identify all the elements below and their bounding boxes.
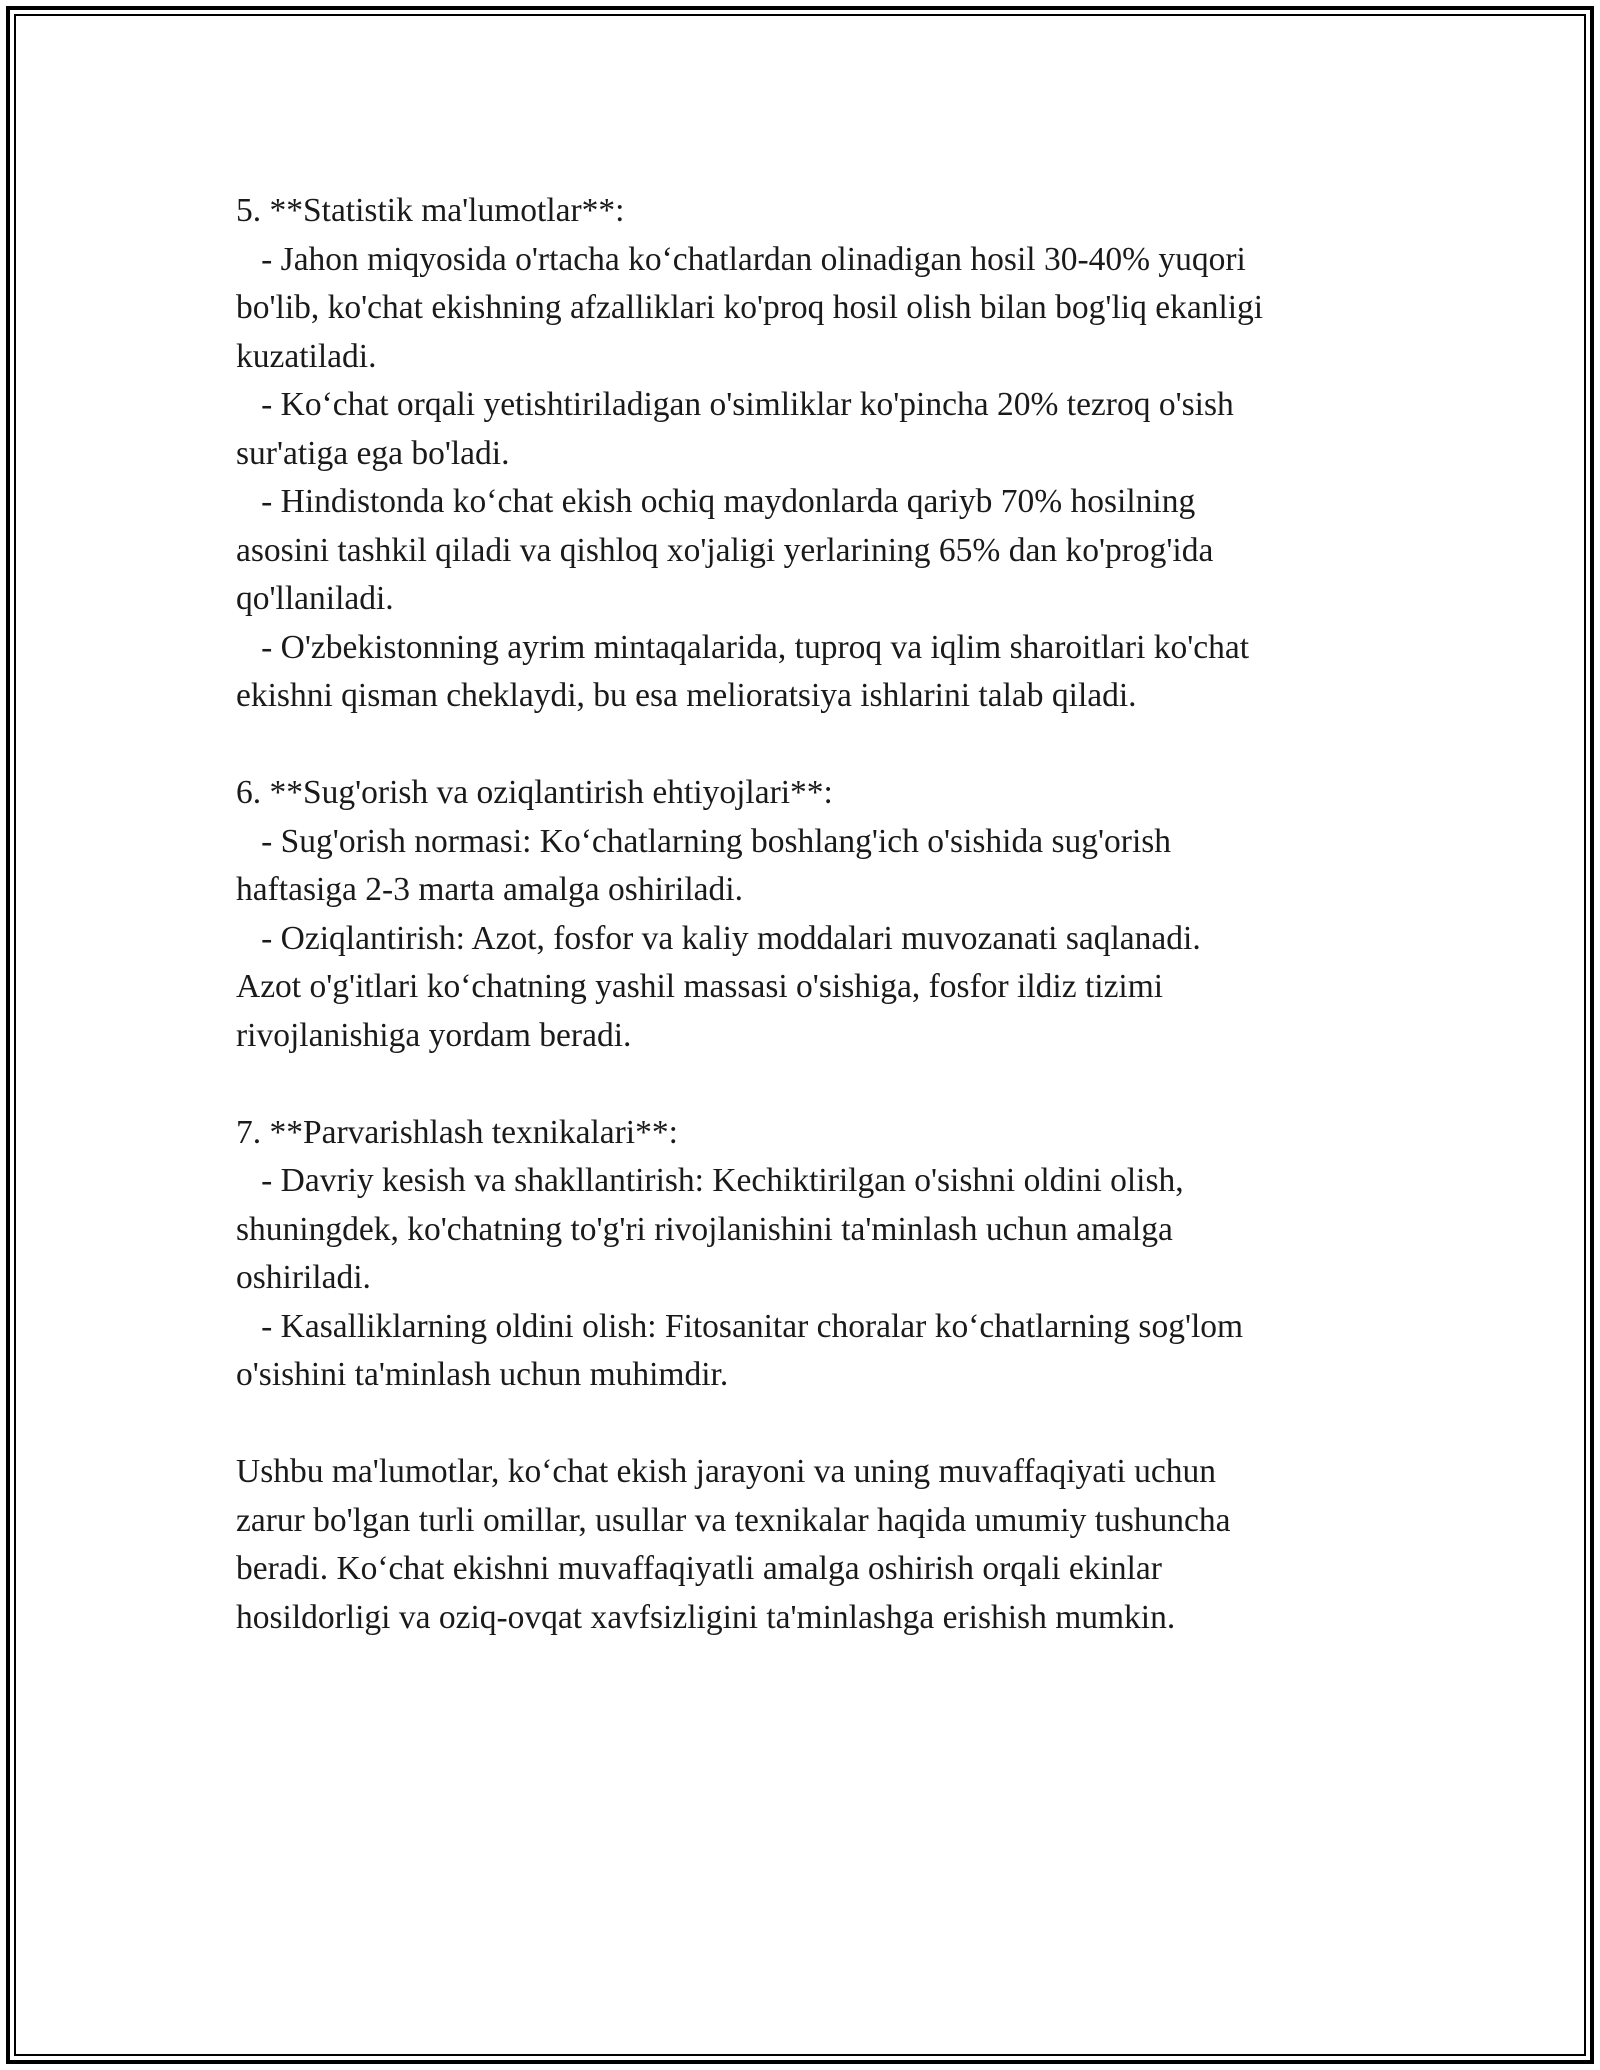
- text-line: rivojlanishiga yordam beradi.: [236, 1016, 632, 1054]
- conclusion-paragraph: [236, 1448, 1366, 1642]
- text-line: oshiriladi.: [236, 1259, 371, 1296]
- text-line: bo'lib, ko'chat ekishning afzalliklari ko'proq hosil olish bilan bog'liq ekanligi: [236, 289, 1264, 326]
- section-heading: 6. **Sug'orish va oziqlantirish ehtiyojlari**:: [236, 774, 833, 811]
- text-line: - Jahon miqyosida o'rtacha ko‘chatlardan olinadigan hosil 30-40% yuqori: [236, 240, 1246, 278]
- text-line: o'sishini ta'minlash uchun muhimdir.: [236, 1356, 729, 1393]
- document-body: [236, 187, 1366, 1642]
- text-line: - Oziqlantirish: Azot, fosfor va kaliy moddalari muvozanati saqlanadi.: [236, 919, 1201, 957]
- text-line: ekishni qisman cheklaydi, bu esa melioratsiya ishlarini talab qiladi.: [236, 677, 1137, 714]
- text-line: beradi. Ko‘chat ekishni muvaffaqiyatli amalga oshirish orqali ekinlar: [236, 1550, 1162, 1587]
- section-heading: 5. **Statistik ma'lumotlar**:: [236, 192, 625, 229]
- paragraph-spacer: [236, 721, 1366, 770]
- section-care-techniques: [236, 1109, 1366, 1400]
- text-line: Ushbu ma'lumotlar, ko‘chat ekish jarayoni va uning muvaffaqiyati uchun: [236, 1453, 1216, 1490]
- paragraph-spacer: [236, 1400, 1366, 1449]
- text-line: qo'llaniladi.: [236, 580, 394, 617]
- text-line: haftasiga 2-3 marta amalga oshiriladi.: [236, 871, 743, 908]
- text-line: - Davriy kesish va shakllantirish: Kechiktirilgan o'sishni oldini olish,: [236, 1162, 1184, 1199]
- text-line: sur'atiga ega bo'ladi.: [236, 434, 510, 472]
- text-line: - Sug'orish normasi: Ko‘chatlarning boshlang'ich o'sishida sug'orish: [236, 822, 1172, 860]
- text-line: shuningdek, ko'chatning to'g'ri rivojlanishini ta'minlash uchun amalga: [236, 1210, 1173, 1248]
- section-statistics: [236, 187, 1366, 721]
- text-line: asosini tashkil qiladi va qishloq xo'jaligi yerlarining 65% dan ko'prog'ida: [236, 531, 1214, 569]
- section-irrigation: [236, 769, 1366, 1060]
- text-line: zarur bo'lgan turli omillar, usullar va texnikalar haqida umumiy tushuncha: [236, 1501, 1231, 1539]
- text-line: kuzatiladi.: [236, 337, 377, 375]
- text-line: hosildorligi va oziq-ovqat xavfsizligini ta'minlashga erishish mumkin.: [236, 1598, 1176, 1636]
- text-line: - Ko‘chat orqali yetishtiriladigan o'simliklar ko'pincha 20% tezroq o'sish: [236, 386, 1234, 423]
- text-line: - Kasalliklarning oldini olish: Fitosanitar choralar ko‘chatlarning sog'lom: [236, 1307, 1244, 1345]
- section-heading: 7. **Parvarishlash texnikalari**:: [236, 1113, 678, 1151]
- paragraph-spacer: [236, 1060, 1366, 1109]
- text-line: - Hindistonda ko‘chat ekish ochiq maydonlarda qariyb 70% hosilning: [236, 483, 1196, 520]
- text-line: - O'zbekistonning ayrim mintaqalarida, tuproq va iqlim sharoitlari ko'chat: [236, 628, 1250, 666]
- text-line: Azot o'g'itlari ko‘chatning yashil massasi o'sishiga, fosfor ildiz tizimi: [236, 968, 1164, 1005]
